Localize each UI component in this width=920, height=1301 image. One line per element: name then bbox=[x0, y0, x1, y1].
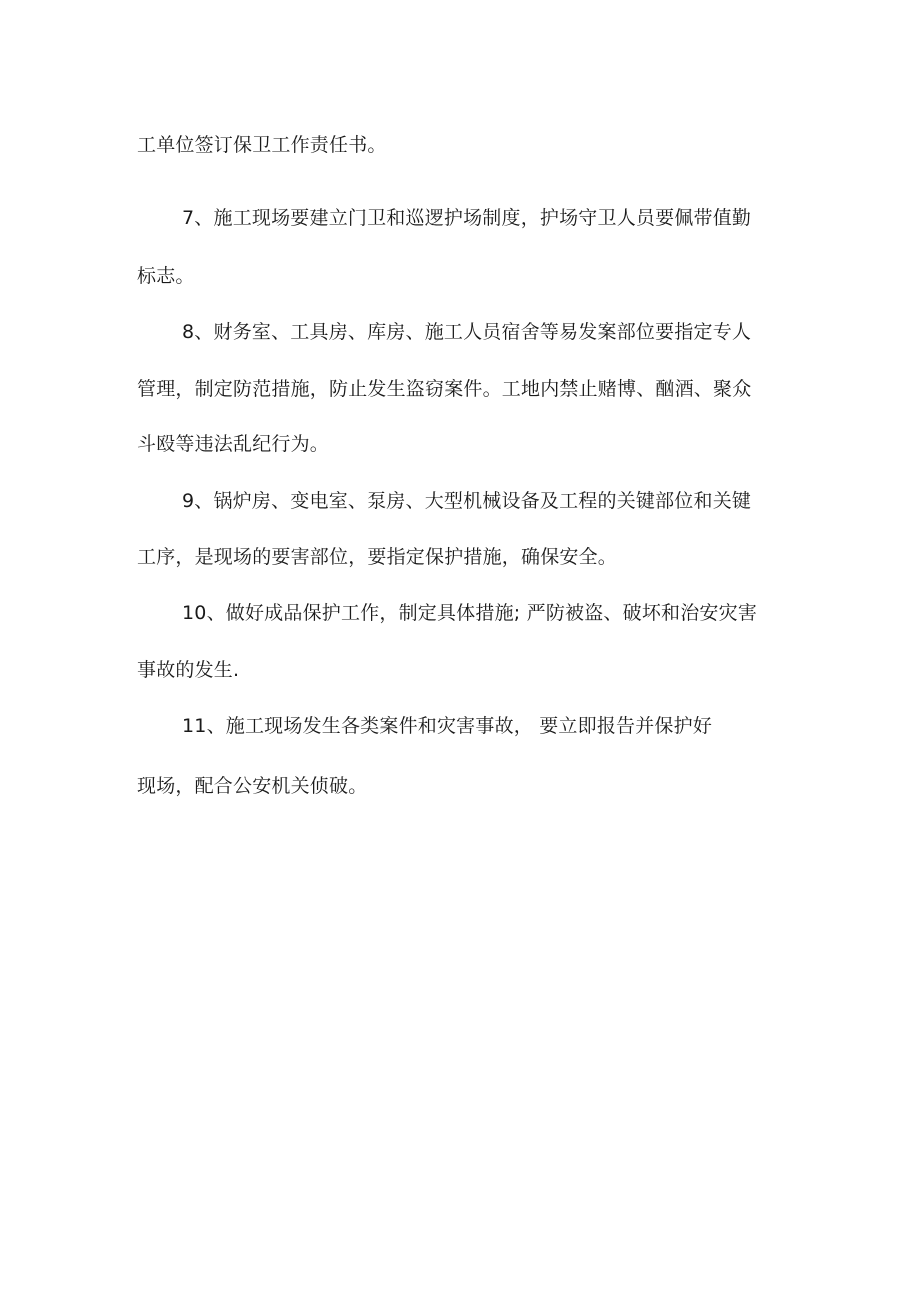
item-10-line-1: 10、做好成品保护工作，制定具体措施; 严防被盗、破坏和治安灾害 bbox=[182, 602, 758, 624]
item-10-line-2: 事故的发生. bbox=[137, 659, 240, 681]
item-7-line-2: 标志。 bbox=[137, 265, 195, 287]
item-7-line-1: 7、施工现场要建立门卫和巡逻护场制度，护场守卫人员要佩带值勤 bbox=[182, 207, 752, 229]
item-9-line-1: 9、锅炉房、变电室、泵房、大型机械设备及工程的关键部位和关键 bbox=[182, 490, 752, 512]
item-8-line-3: 斗殴等违法乱纪行为。 bbox=[137, 433, 330, 455]
item-8-line-2: 管理，制定防范措施，防止发生盗窃案件。工地内禁止赌博、酗酒、聚众 bbox=[137, 378, 752, 400]
text-line-continuation: 工单位签订保卫工作责任书。 bbox=[137, 134, 387, 156]
item-9-line-2: 工序，是现场的要害部位，要指定保护措施，确保安全。 bbox=[137, 546, 618, 568]
item-8-line-1: 8、财务室、工具房、库房、施工人员宿舍等易发案部位要指定专人 bbox=[182, 321, 752, 343]
item-11-line-1: 11、施工现场发生各类案件和灾害事故， 要立即报告并保护好 bbox=[182, 715, 713, 737]
item-11-line-2: 现场，配合公安机关侦破。 bbox=[137, 775, 368, 797]
